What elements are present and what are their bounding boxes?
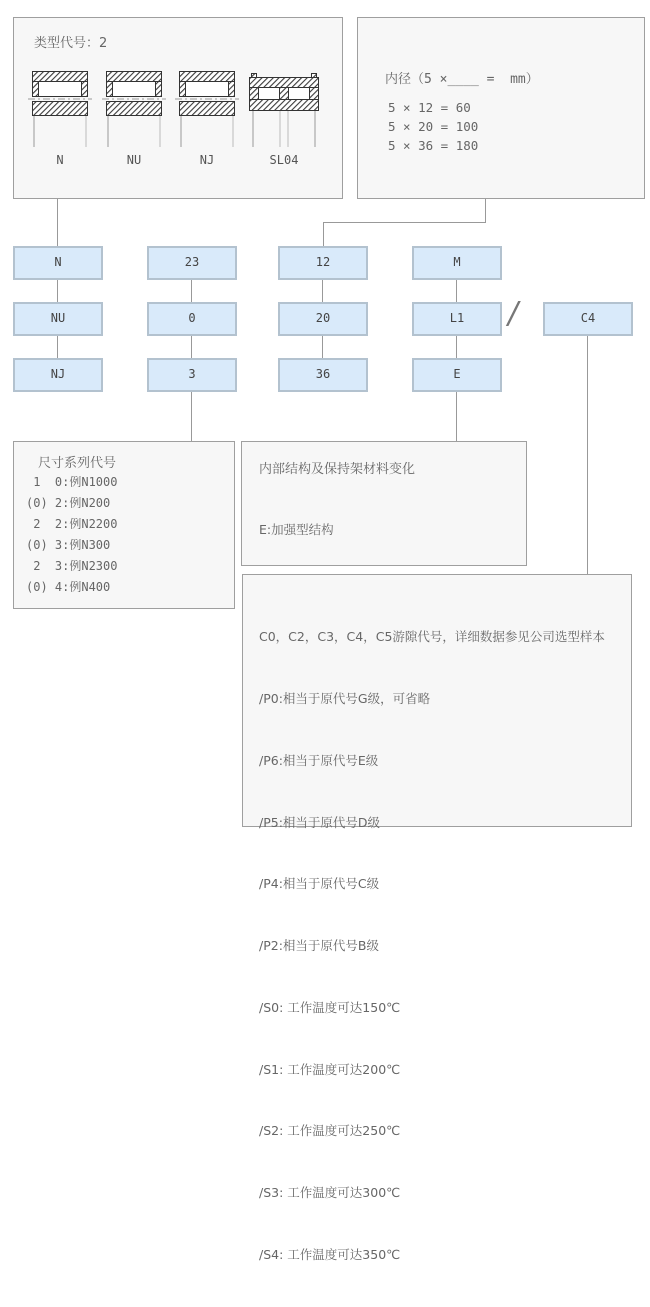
connector-bore-horizontal — [323, 222, 486, 223]
bearing-nj-cross-section-icon — [179, 71, 235, 149]
code-box-series-3: 3 — [147, 358, 237, 392]
code-box-internal-l1: L1 — [412, 302, 502, 336]
bearing-n-cross-section-icon — [32, 71, 88, 149]
code-box-clearance-c4: C4 — [543, 302, 633, 336]
suffix-item: /P2:相当于原代号B级 — [259, 938, 379, 954]
separator-slash: / — [508, 296, 519, 331]
suffix-item: /S1: 工作温度可达200℃ — [259, 1061, 401, 1077]
bore-example-1: 5 × 12 = 60 — [388, 100, 471, 115]
connector-col1-row1-2 — [57, 280, 58, 302]
bore-formula-title: 内径（5 ×____ = mm） — [385, 72, 539, 87]
code-box-bore-12: 12 — [278, 246, 368, 280]
bearing-label-n: N — [56, 153, 64, 167]
connector-col2-row2-3 — [191, 336, 192, 358]
code-box-bore-20: 20 — [278, 302, 368, 336]
type-code-panel — [13, 17, 343, 199]
suffix-item: /S2: 工作温度可达250℃ — [259, 1123, 401, 1139]
suffix-item: /S0: 工作温度可达150℃ — [259, 999, 401, 1015]
connector-bore-to-12 — [323, 222, 324, 246]
suffix-item: /P6:相当于原代号E级 — [259, 752, 379, 768]
suffix-item: /P4:相当于原代号C级 — [259, 876, 380, 892]
structure-title: 内部结构及保持架材料变化 — [259, 462, 416, 477]
bearing-drawing-nj — [179, 71, 235, 167]
bore-diameter-panel — [357, 17, 645, 199]
bearing-label-nj: NJ — [199, 153, 215, 167]
bore-example-3: 5 × 36 = 180 — [388, 138, 479, 153]
size-series-item: 1 0:例N1000 — [26, 475, 118, 489]
bearing-drawing-nu — [106, 71, 162, 167]
size-series-item: (0) 4:例N400 — [26, 580, 111, 594]
connector-col2-to-size-panel — [191, 392, 192, 441]
connector-col3-row2-3 — [322, 336, 323, 358]
code-box-internal-e: E — [412, 358, 502, 392]
suffix-panel — [242, 574, 632, 1262]
structure-item: E:加强型结构 — [259, 522, 334, 538]
bearing-label-nu: NU — [126, 153, 142, 167]
connector-c4-to-suffix-panel — [587, 336, 588, 574]
code-box-series-23: 23 — [147, 246, 237, 280]
connector-col3-row1-2 — [322, 280, 323, 302]
code-box-type-nu: NU — [13, 302, 103, 336]
bearing-sl04-cross-section-icon — [249, 73, 319, 149]
bearing-drawing-sl04 — [249, 73, 319, 167]
size-series-item: 2 2:例N2200 — [26, 517, 118, 531]
bearing-nu-cross-section-icon — [106, 71, 162, 149]
size-series-list — [26, 472, 117, 598]
size-series-title: 尺寸系列代号 — [38, 456, 117, 471]
connector-col1-row2-3 — [57, 336, 58, 358]
suffix-item: C0，C2，C3，C4，C5游隙代号，详细数据参见公司选型样本 — [259, 629, 605, 645]
structure-panel — [241, 441, 527, 566]
connector-col4-to-structure-panel — [456, 392, 457, 441]
suffix-item: /S4: 工作温度可达350℃ — [259, 1247, 401, 1262]
connector-bore-drop — [485, 199, 486, 223]
connector-col4-row2-3 — [456, 336, 457, 358]
size-series-item: 2 3:例N2300 — [26, 559, 118, 573]
code-box-series-0: 0 — [147, 302, 237, 336]
size-series-item: (0) 2:例N200 — [26, 496, 111, 510]
connector-col4-row1-2 — [456, 280, 457, 302]
size-series-item: (0) 3:例N300 — [26, 538, 111, 552]
size-series-panel — [13, 441, 235, 609]
code-box-internal-m: M — [412, 246, 502, 280]
suffix-item: /P0:相当于原代号G级，可省略 — [259, 690, 431, 706]
bearing-label-sl04: SL04 — [269, 153, 299, 167]
suffix-list — [259, 586, 605, 1307]
code-box-type-n: N — [13, 246, 103, 280]
code-box-type-nj: NJ — [13, 358, 103, 392]
type-code-title: 类型代号：2 — [34, 36, 108, 51]
connector-type-to-n — [57, 199, 58, 246]
bearing-drawing-n — [32, 71, 88, 167]
code-box-bore-36: 36 — [278, 358, 368, 392]
suffix-item: /S3: 工作温度可达300℃ — [259, 1185, 401, 1201]
bore-example-2: 5 × 20 = 100 — [388, 119, 479, 134]
connector-col2-row1-2 — [191, 280, 192, 302]
suffix-item: /P5:相当于原代号D级 — [259, 814, 381, 830]
